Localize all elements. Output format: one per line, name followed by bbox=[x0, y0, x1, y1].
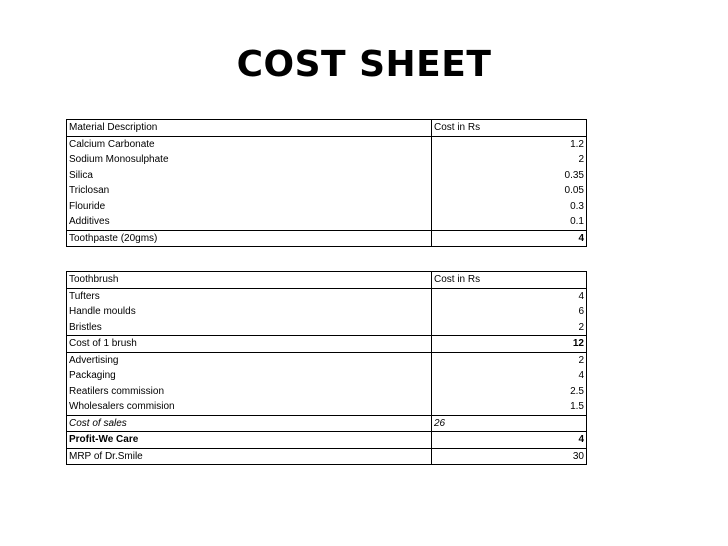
table-row bbox=[67, 352, 587, 368]
mrp-desc: MRP of Dr.Smile bbox=[67, 448, 432, 465]
row-cost: 0.3 bbox=[570, 200, 584, 212]
row-desc: Handle moulds bbox=[67, 304, 432, 320]
row-cost: 1.2 bbox=[432, 136, 587, 152]
row-cost: 0.1 bbox=[570, 216, 584, 228]
row-desc: Tufters bbox=[67, 288, 432, 304]
table-row bbox=[67, 399, 587, 415]
table-row bbox=[67, 384, 587, 400]
header-cost: Cost in Rs bbox=[432, 272, 587, 289]
profit-value: 4 bbox=[432, 432, 587, 449]
row-cost: 0.05 bbox=[564, 185, 584, 197]
table-row bbox=[67, 368, 587, 384]
total-desc: Toothpaste (20gms) bbox=[67, 230, 432, 247]
header-desc: Material Description bbox=[67, 120, 432, 137]
table-header-row bbox=[67, 120, 587, 137]
table-row bbox=[67, 152, 587, 168]
table-row bbox=[67, 136, 587, 152]
row-cost: 2 bbox=[432, 352, 587, 368]
row-desc: Bristles bbox=[67, 320, 432, 336]
toothpaste-cost-table bbox=[66, 119, 587, 247]
row-cost: 6 bbox=[578, 306, 584, 318]
row-desc: Packaging bbox=[67, 368, 432, 384]
table-row bbox=[67, 320, 587, 336]
brush-total-desc: Cost of 1 brush bbox=[67, 336, 432, 353]
row-desc: Silica bbox=[67, 168, 432, 184]
cost-of-sales-value: 26 bbox=[432, 415, 587, 432]
table-header-row bbox=[67, 272, 587, 289]
row-cost: 2 bbox=[578, 321, 584, 333]
header-desc: Toothbrush bbox=[67, 272, 432, 289]
row-desc: Calcium Carbonate bbox=[67, 136, 432, 152]
mrp-value: 30 bbox=[432, 448, 587, 465]
row-cost: 4 bbox=[578, 370, 584, 382]
row-desc: Reatilers commission bbox=[67, 384, 432, 400]
row-desc: Triclosan bbox=[67, 183, 432, 199]
header-cost: Cost in Rs bbox=[432, 120, 587, 137]
table-row bbox=[67, 288, 587, 304]
brush-total-cost: 12 bbox=[432, 336, 587, 353]
row-desc: Additives bbox=[67, 214, 432, 230]
profit-desc: Profit-We Care bbox=[67, 432, 432, 449]
mrp-row bbox=[67, 448, 587, 465]
cost-of-sales-row bbox=[67, 415, 587, 432]
row-cost: 2 bbox=[578, 154, 584, 166]
table-row bbox=[67, 214, 587, 230]
table-row bbox=[67, 199, 587, 215]
row-desc: Advertising bbox=[67, 352, 432, 368]
table-row bbox=[67, 168, 587, 184]
cost-of-sales-desc: Cost of sales bbox=[67, 415, 432, 432]
row-cost: 4 bbox=[432, 288, 587, 304]
row-cost: 0.35 bbox=[564, 169, 584, 181]
total-cost: 4 bbox=[432, 230, 587, 247]
row-desc: Sodium Monosulphate bbox=[67, 152, 432, 168]
page-title: COST SHEET bbox=[236, 44, 492, 85]
table-row bbox=[67, 304, 587, 320]
profit-row bbox=[67, 432, 587, 449]
toothbrush-cost-table bbox=[66, 271, 587, 465]
row-cost: 2.5 bbox=[570, 385, 584, 397]
table-row bbox=[67, 183, 587, 199]
brush-total-row bbox=[67, 336, 587, 353]
row-cost: 1.5 bbox=[570, 401, 584, 413]
row-desc: Flouride bbox=[67, 199, 432, 215]
total-row bbox=[67, 230, 587, 247]
row-desc: Wholesalers commision bbox=[67, 399, 432, 415]
